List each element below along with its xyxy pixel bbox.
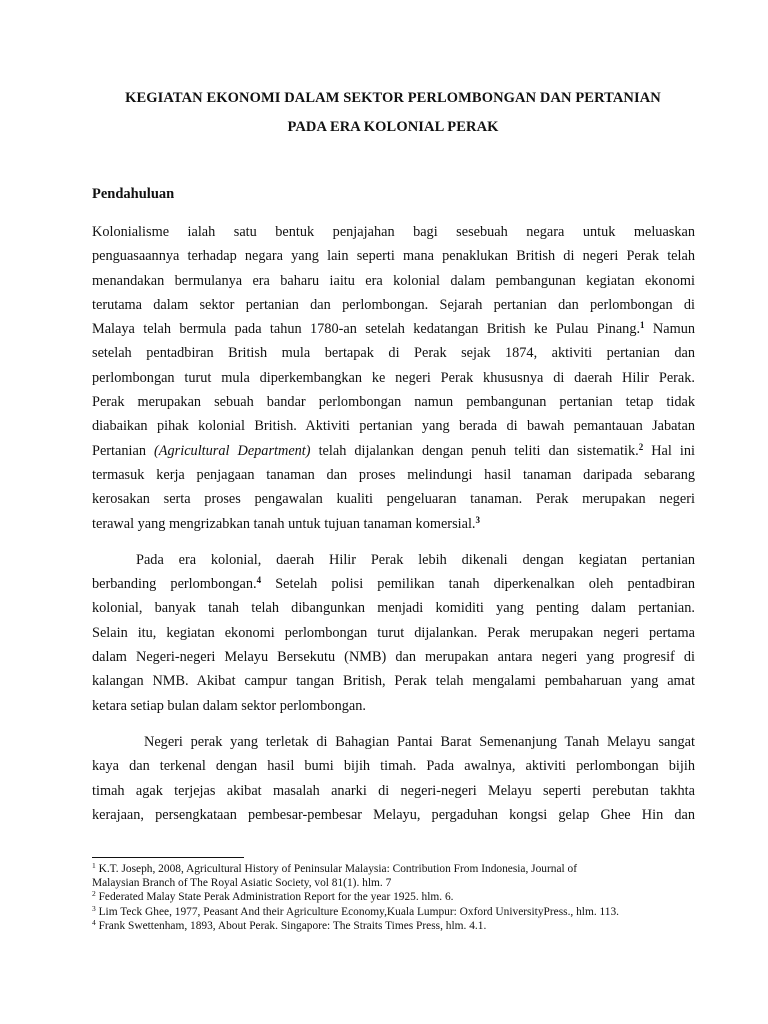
text-line xyxy=(92,317,695,341)
text-line: dalam Negeri-negeri Melayu Bersekutu (NMB) dan merupakan antara negeri yang progresif di xyxy=(92,649,695,666)
text-run: terawal yang mengrizabkan tanah untuk tujuan tanaman komersial. xyxy=(92,515,476,532)
footnote-text: Frank Swettenham, 1893, About Perak. Singapore: The Straits Times Press, hlm. 4.1. xyxy=(95,919,487,932)
document-title xyxy=(92,84,694,142)
text-run: Malaya telah bermula pada tahun 1780-an setelah kedatangan British ke Pulau Pinang. xyxy=(92,321,641,338)
text-line: Selain itu, kegiatan ekonomi perlombongan turut dijalankan. Perak merupakan negeri pertama xyxy=(92,624,695,641)
text-run: Pertanian xyxy=(92,442,155,459)
text-run: Hal ini xyxy=(643,442,695,459)
text-line: timah agak terjejas akibat masalah anarki di negeri-negeri Melayu seperti perebutan takhta xyxy=(92,782,695,799)
text-line: Kolonialisme ialah satu bentuk penjajahan bagi sesebuah negara untuk meluaskan xyxy=(92,224,695,240)
footnote-number: 1 xyxy=(92,861,96,870)
text-line: kerajaan, persengkataan pembesar-pembesar Melayu, pergaduhan kongsi gelap Ghee Hin dan xyxy=(92,806,695,823)
footnotes xyxy=(92,862,702,933)
text-run: Setelah polisi pemilikan tanah diperkenalkan oleh pentadbiran xyxy=(261,576,695,593)
section-heading: Pendahuluan xyxy=(92,186,175,202)
footnote-text: Lim Teck Ghee, 1977, Peasant And their Agriculture Economy,Kuala Lumpur: Oxford UniversityPress., hlm. 113. xyxy=(95,905,620,918)
text-line: kaya dan terkenal dengan hasil bumi bijih timah. Pada awalnya, aktiviti perlombongan bijih xyxy=(92,758,695,775)
text-line xyxy=(92,439,695,463)
footnote-number: 4 xyxy=(92,917,96,927)
text-line: kolonial, banyak tanah telah dibangunkan menjadi komiditi yang penting dalam pertanian. xyxy=(92,600,695,617)
footnote-1 xyxy=(92,862,702,876)
text-run: berbanding perlombongan. xyxy=(92,576,257,593)
text-line: kerosakan serta proses pengawalan kualiti pengeluaran tanaman. Perak merupakan negeri xyxy=(92,491,695,508)
footnote-number: 3 xyxy=(92,903,96,913)
text-line xyxy=(92,572,695,596)
text-line: Perak merupakan sebuah bandar perlombongan namun pembangunan pertanian tetap tidak xyxy=(92,394,695,411)
text-line: setelah pentadbiran British mula bertapak di Perak sejak 1874, aktiviti pertanian dan xyxy=(92,345,695,362)
footnote-separator xyxy=(92,857,244,858)
document-body xyxy=(92,220,695,827)
text-line: termasuk kerja penjagaan tanaman dan proses melindungi hasil tanaman daripada sebarang xyxy=(92,466,695,483)
text-line: menandakan bermulanya era baharu iaitu era kolonial dalam pembangunan kegiatan ekonomi xyxy=(92,272,695,289)
footnote-ref-4[interactable]: 4 xyxy=(256,575,262,586)
paragraph-3 xyxy=(92,730,695,827)
text-line: ketara setiap bulan dalam sektor perlombongan. xyxy=(92,697,366,714)
footnote-3 xyxy=(92,905,702,919)
italic-term: (Agricultural Department) xyxy=(154,442,311,459)
footnote-text: K.T. Joseph, 2008, Agricultural History of Peninsular Malaysia: Contribution From Indonesia, Journal of xyxy=(95,863,578,875)
footnote-ref-1[interactable]: 1 xyxy=(640,320,645,331)
paragraph-1 xyxy=(92,220,695,536)
text-line xyxy=(92,512,695,536)
footnote-text: Federated Malay State Perak Administration Report for the year 1925. hlm. 6. xyxy=(95,891,454,904)
text-line: Pada era kolonial, daerah Hilir Perak lebih dikenali dengan kegiatan pertanian xyxy=(136,551,695,568)
footnote-1-continued: Malaysian Branch of The Royal Asiatic Society, vol 81(1). hlm. 7 xyxy=(92,877,392,890)
footnote-ref-2[interactable]: 2 xyxy=(638,441,644,452)
text-line: terutama dalam sektor pertanian dan perlombongan. Sejarah pertanian dan perlombongan di xyxy=(92,296,695,313)
footnote-number: 2 xyxy=(92,889,96,899)
paragraph-2 xyxy=(92,548,695,718)
text-line: kalangan NMB. Akibat campur tangan British, Perak telah mengalami pembaharuan yang amat xyxy=(92,673,695,690)
title-line-2: PADA ERA KOLONIAL PERAK xyxy=(287,119,499,135)
text-line: penguasaannya terhadap negara yang lain seperti mana penaklukan British di negeri Perak telah xyxy=(92,248,695,265)
text-run: telah dijalankan dengan penuh teliti dan sistematik. xyxy=(310,442,639,459)
footnote-2 xyxy=(92,890,702,904)
text-line: perlombongan turut mula diperkembangkan ke negeri Perak khususnya di daerah Hilir Perak. xyxy=(92,369,695,386)
text-line: diabaikan pihak kolonial British. Aktiviti pertanian yang berada di bawah pemantauan Jabatan xyxy=(92,418,695,435)
text-run: Namun xyxy=(644,321,695,338)
footnote-ref-3[interactable]: 3 xyxy=(475,514,480,525)
text-line: Negeri perak yang terletak di Bahagian Pantai Barat Semenanjung Tanah Melayu sangat xyxy=(144,733,695,750)
footnote-4 xyxy=(92,919,702,933)
title-line-1: KEGIATAN EKONOMI DALAM SEKTOR PERLOMBONGAN DAN PERTANIAN xyxy=(125,90,661,106)
